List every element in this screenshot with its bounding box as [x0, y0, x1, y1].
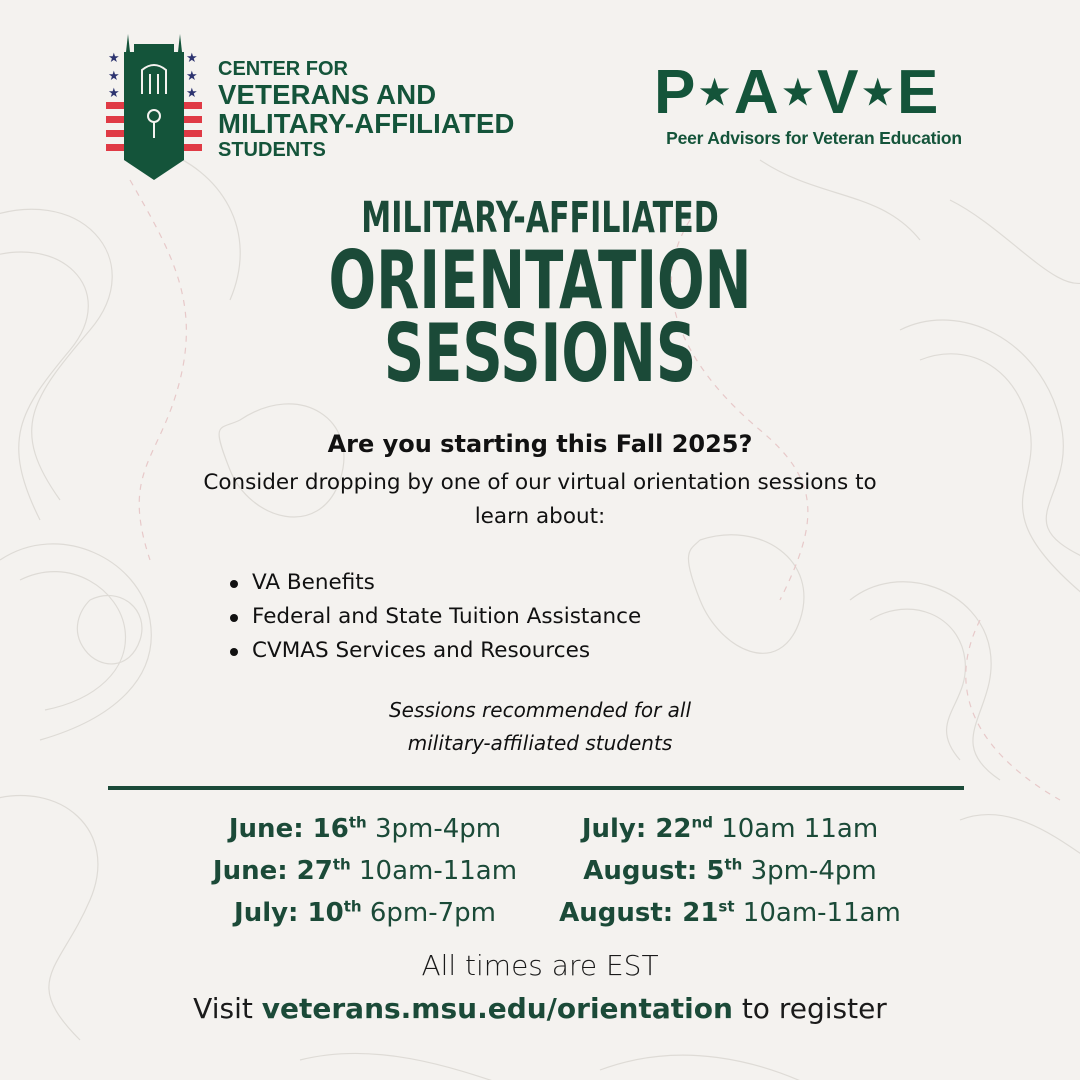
pave-letter-p: P	[654, 58, 696, 127]
session-time: 6pm-7pm	[369, 898, 496, 928]
note-line1: Sessions recommended for all	[388, 698, 692, 722]
session-row	[520, 892, 940, 934]
svg-text:★: ★	[108, 51, 120, 66]
cvmas-wordmark	[218, 58, 515, 162]
session-row	[520, 850, 940, 892]
session-time: 3pm-4pm	[374, 814, 502, 844]
date-suffix: th	[724, 855, 743, 874]
list-item: CVMAS Services and Resources	[230, 634, 641, 668]
session-date: July: 22	[581, 814, 692, 844]
title-line2: ORIENTATION	[328, 234, 752, 327]
intro-text: Consider dropping by one of our virtual orientation sessions to learn about:	[203, 470, 877, 529]
session-time: 10am-11am	[359, 856, 518, 886]
date-suffix: th	[332, 855, 351, 874]
session-column-right	[520, 808, 940, 934]
register-text: to register	[741, 992, 887, 1025]
session-date: June: 16	[228, 814, 349, 844]
registration-url[interactable]: veterans.msu.edu/orientation	[261, 992, 733, 1025]
date-suffix: st	[718, 897, 735, 916]
date-suffix: nd	[691, 813, 713, 832]
pave-letter-v: V	[817, 58, 859, 127]
intro-question: Are you starting this Fall 2025?	[327, 430, 753, 458]
cvmas-line4: STUDENTS	[218, 139, 326, 161]
divider	[108, 786, 964, 790]
cvmas-line1: CENTER FOR	[218, 58, 348, 80]
pave-logo	[654, 58, 939, 127]
session-time: 10am 11am	[721, 814, 879, 844]
svg-text:★: ★	[186, 86, 198, 101]
star-icon: ★	[699, 74, 730, 112]
topic-list	[230, 566, 641, 668]
svg-text:★: ★	[186, 69, 198, 84]
list-item: VA Benefits	[230, 566, 641, 600]
svg-text:★: ★	[108, 69, 120, 84]
svg-text:★: ★	[108, 86, 120, 101]
session-column-left	[150, 808, 580, 934]
cvmas-shield-logo	[106, 34, 202, 184]
recommendation-note	[240, 694, 840, 760]
session-time: 3pm-4pm	[750, 856, 877, 886]
timezone-note: All times are EST	[421, 949, 659, 982]
pave-letter-a: A	[733, 58, 779, 127]
title-line3: SESSIONS	[383, 307, 697, 400]
pave-subtitle: Peer Advisors for Veteran Education	[666, 128, 962, 148]
session-row	[520, 808, 940, 850]
session-date: August: 21	[559, 898, 719, 928]
session-date: July: 10	[234, 898, 344, 928]
session-row	[150, 808, 580, 850]
note-line2: military-affiliated students	[407, 731, 673, 755]
register-line	[0, 988, 1080, 1030]
visit-text: Visit	[193, 992, 253, 1025]
cvmas-line3: MILITARY-AFFILIATED	[218, 108, 515, 139]
pave-letter-e: E	[896, 58, 939, 127]
title-line1: MILITARY-AFFILIATED	[361, 193, 719, 243]
session-date: August: 5	[583, 856, 725, 886]
date-suffix: th	[348, 813, 367, 832]
date-suffix: th	[343, 897, 362, 916]
svg-text:★: ★	[186, 51, 198, 66]
star-icon: ★	[782, 74, 814, 112]
list-item: Federal and State Tuition Assistance	[230, 600, 641, 634]
cvmas-line2: VETERANS AND	[218, 79, 437, 110]
star-icon: ★	[862, 74, 893, 112]
session-row	[150, 892, 580, 934]
session-row	[150, 850, 580, 892]
session-date: June: 27	[212, 856, 333, 886]
session-time: 10am-11am	[742, 898, 901, 928]
